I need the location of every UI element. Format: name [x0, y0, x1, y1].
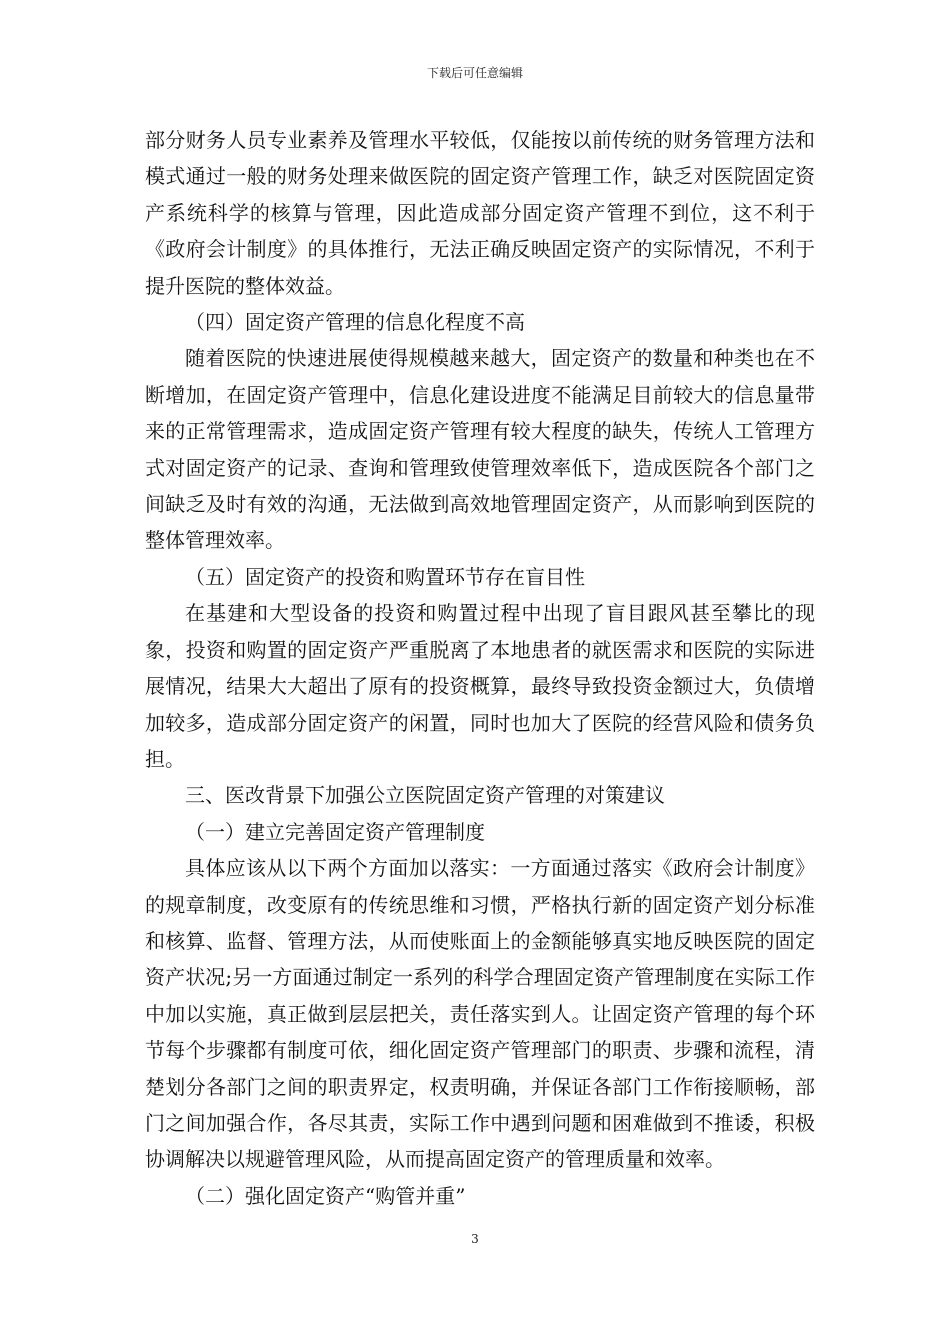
document-body [145, 122, 815, 1214]
paragraph-management-system: 具体应该从以下两个方面加以落实：一方面通过落实《政府会计制度》的规章制度，改变原有的传统思维和习惯，严格执行新的固定资产划分标准和核算、监督、管理方法，从而使账面上的金额能够真实地反映医院的固定资产状况;另一方面通过制定一系列的科学合理固定资产管理制度在实际工作中加以实施，真正做到层层把关，责任落实到人。让固定资产管理的每个环节每个步骤都有制度可依，细化固定资产管理部门的职责、步骤和流程，清楚划分各部门之间的职责界定，权责明确，并保证各部门工作衔接顺畅，部门之间加强合作，各尽其责，实际工作中遇到问题和困难做到不推诿，积极协调解决以规避管理风险，从而提高固定资产的管理质量和效率。 [145, 856, 815, 1172]
page-header: 下载后可任意编辑 [426, 66, 523, 80]
section-heading-5: （五）固定资产的投资和购置环节存在盲目性 [185, 564, 585, 589]
paragraph-continuation: 部分财务人员专业素养及管理水平较低，仅能按以前传统的财务管理方法和模式通过一般的财务处理来做医院的固定资产管理工作，缺乏对医院固定资产系统科学的核算与管理，因此造成部分固定资产管理不到位，这不利于《政府会计制度》的具体推行，无法正确反映固定资产的实际情况，不利于提升医院的整体效益。 [145, 128, 815, 298]
section-heading-2: （二）强化固定资产“购管并重” [185, 1183, 466, 1208]
chapter-heading-3: 三、医改背景下加强公立医院固定资产管理的对策建议 [185, 783, 665, 808]
page-number: 3 [471, 1232, 479, 1246]
section-heading-1: （一）建立完善固定资产管理制度 [185, 819, 485, 844]
paragraph-investment: 在基建和大型设备的投资和购置过程中出现了盲目跟风甚至攀比的现象，投资和购置的固定资产严重脱离了本地患者的就医需求和医院的实际进展情况，结果大大超出了原有的投资概算，最终导致投资金额过大，负债增加较多，造成部分固定资产的闲置，同时也加大了医院的经营风险和债务负担。 [145, 601, 815, 771]
paragraph-informatization: 随着医院的快速进展使得规模越来越大，固定资产的数量和种类也在不断增加，在固定资产管理中，信息化建设进度不能满足目前较大的信息量带来的正常管理需求，造成固定资产管理有较大程度的缺失，传统人工管理方式对固定资产的记录、查询和管理致使管理效率低下，造成医院各个部门之间缺乏及时有效的沟通，无法做到高效地管理固定资产，从而影响到医院的整体管理效率。 [145, 346, 815, 553]
section-heading-4: （四）固定资产管理的信息化程度不高 [185, 310, 525, 335]
